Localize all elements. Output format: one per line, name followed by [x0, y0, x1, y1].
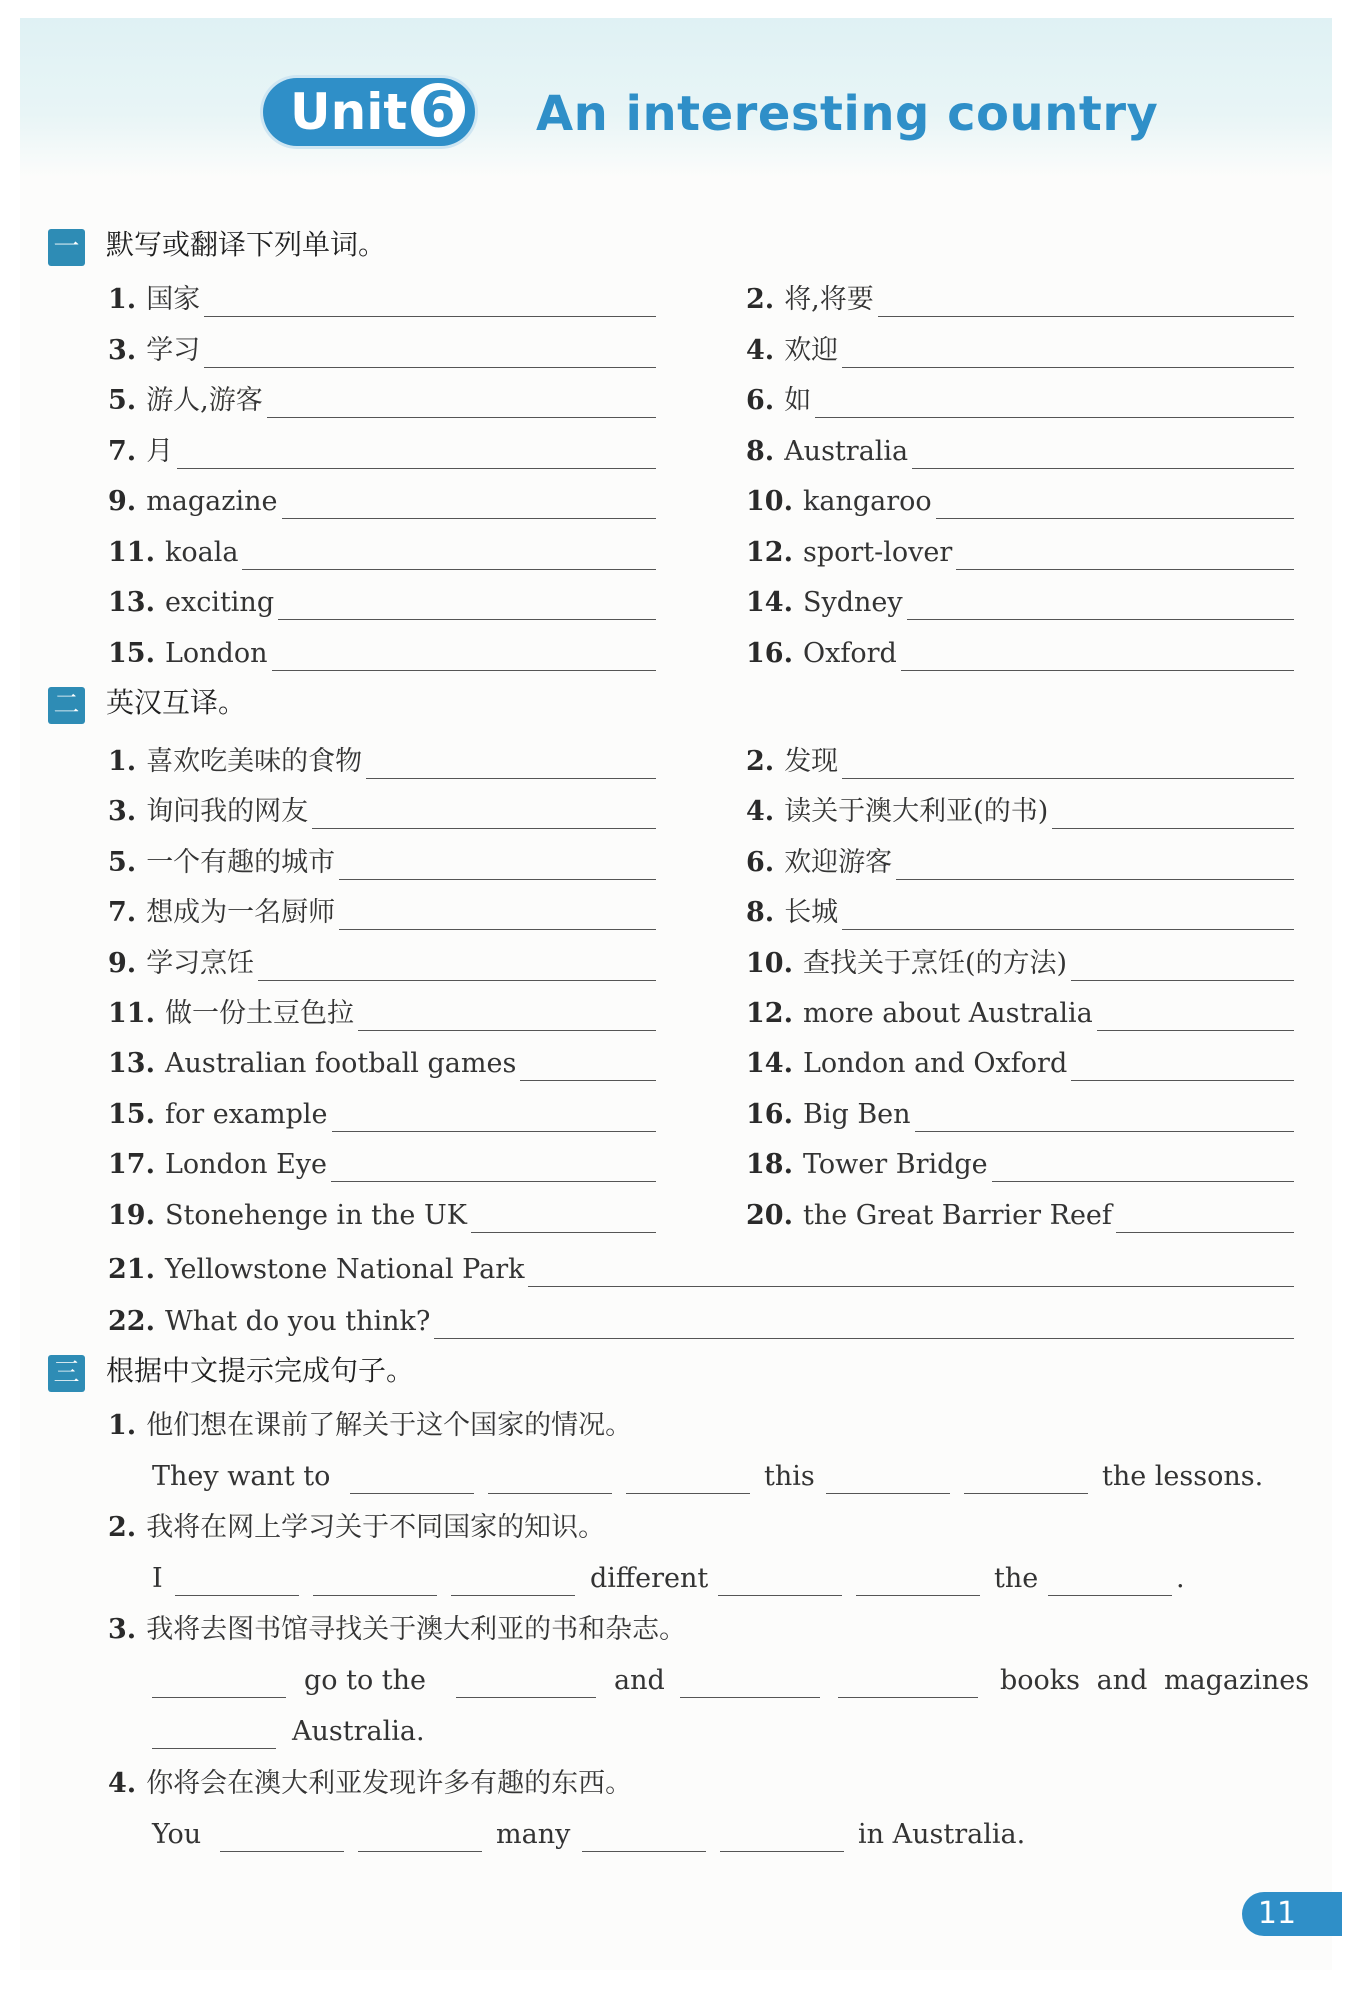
answer-blank[interactable]	[488, 1493, 612, 1494]
list-item	[746, 1147, 988, 1183]
list-item	[746, 434, 908, 470]
item-text: Oxford	[802, 637, 897, 669]
list-item	[108, 1046, 516, 1082]
answer-blank[interactable]	[312, 828, 656, 829]
item-number: 16.	[746, 1098, 793, 1130]
item-number: 18.	[746, 1149, 793, 1181]
answer-blank[interactable]	[992, 1181, 1294, 1182]
answer-blank[interactable]	[842, 367, 1294, 368]
answer-blank[interactable]	[331, 1181, 656, 1182]
section-2-title: 英汉互译。	[106, 686, 247, 719]
answer-blank[interactable]	[582, 1851, 706, 1852]
sentence-1-text-a: They want to	[152, 1461, 331, 1492]
list-item	[108, 1304, 430, 1340]
item-number: 13.	[108, 1048, 155, 1080]
list-item	[746, 1046, 1067, 1082]
answer-blank[interactable]	[901, 670, 1294, 671]
section-2-marker: 二	[48, 687, 85, 724]
item-number: 2.	[746, 284, 775, 315]
answer-blank[interactable]	[220, 1851, 344, 1852]
item-text: Australia	[784, 435, 909, 467]
answer-blank[interactable]	[626, 1493, 750, 1494]
item-text: for example	[164, 1098, 328, 1130]
answer-blank[interactable]	[907, 619, 1294, 620]
item-text: 查找关于烹饪(的方法)	[802, 947, 1068, 979]
list-item	[746, 585, 903, 621]
sentence-3-prompt: 3. 我将去图书馆寻找关于澳大利亚的书和杂志。	[108, 1614, 687, 1645]
list-item	[746, 484, 932, 520]
list-item	[108, 946, 254, 982]
answer-blank[interactable]	[242, 569, 656, 570]
item-number: 9.	[108, 486, 137, 517]
item-number: 7.	[108, 897, 137, 929]
answer-blank[interactable]	[204, 367, 656, 368]
list-item	[746, 1097, 911, 1133]
item-number: 10.	[746, 947, 793, 979]
item-text: sport-lover	[802, 536, 953, 568]
item-number: 19.	[108, 1199, 155, 1231]
list-item	[746, 895, 838, 931]
answer-blank[interactable]	[358, 1030, 656, 1031]
answer-blank[interactable]	[842, 929, 1294, 930]
list-item	[108, 585, 274, 621]
section-3-title: 根据中文提示完成句子。	[106, 1354, 415, 1387]
answer-blank[interactable]	[313, 1595, 437, 1596]
item-number: 17.	[108, 1149, 155, 1181]
answer-blank[interactable]	[915, 1131, 1294, 1132]
answer-blank[interactable]	[278, 619, 656, 620]
list-item	[746, 946, 1067, 982]
answer-blank[interactable]	[175, 1595, 299, 1596]
sentence-3-text-a: go to the	[304, 1665, 427, 1696]
list-item	[108, 383, 263, 419]
answer-blank[interactable]	[520, 1080, 656, 1081]
answer-blank[interactable]	[332, 1131, 656, 1132]
list-item	[746, 333, 838, 369]
item-number: 6.	[746, 385, 775, 416]
item-number: 8.	[746, 897, 775, 929]
list-item	[108, 1097, 328, 1133]
unit-label: Unit	[290, 83, 408, 141]
answer-blank[interactable]	[339, 879, 656, 880]
answer-blank[interactable]	[1071, 1080, 1294, 1081]
sentence-4-text-b: many	[496, 1819, 571, 1850]
item-number: 12.	[746, 998, 793, 1029]
answer-blank[interactable]	[1048, 1595, 1172, 1596]
sentence-2-text-c: the	[994, 1563, 1039, 1594]
list-item	[746, 845, 892, 881]
item-text: kangaroo	[802, 486, 932, 517]
list-item	[746, 1198, 1112, 1234]
answer-blank[interactable]	[856, 1595, 980, 1596]
item-text: more about Australia	[802, 998, 1093, 1029]
item-text: 学习	[146, 334, 201, 366]
list-item	[108, 744, 362, 780]
list-item	[746, 636, 897, 672]
list-item	[108, 333, 200, 369]
sentence-4-prompt: 4. 你将会在澳大利亚发现许多有趣的东西。	[108, 1768, 633, 1799]
item-text: Sydney	[802, 587, 903, 618]
sentence-2-text-a: I	[152, 1563, 163, 1594]
list-item	[108, 996, 354, 1032]
answer-blank[interactable]	[152, 1697, 286, 1698]
item-text: 欢迎	[784, 334, 839, 366]
item-text: the Great Barrier Reef	[802, 1199, 1112, 1231]
item-text: koala	[164, 536, 239, 568]
sentence-4-text-a: You	[152, 1819, 202, 1850]
item-text: 如	[784, 385, 812, 416]
sentence-3-text-b: and	[614, 1665, 665, 1696]
answer-blank[interactable]	[912, 468, 1294, 469]
list-item	[108, 484, 278, 520]
sentence-3-text-c: books and magazines	[1000, 1665, 1310, 1696]
answer-blank[interactable]	[272, 670, 657, 671]
item-number: 1.	[108, 284, 137, 315]
item-text: 想成为一名厨师	[146, 897, 336, 929]
unit-number: 6	[420, 81, 456, 139]
item-text: 学习烹饪	[146, 947, 255, 979]
item-text: 长城	[784, 897, 839, 929]
answer-blank[interactable]	[152, 1748, 276, 1749]
item-text: What do you think?	[164, 1306, 431, 1337]
section-3-marker: 三	[48, 1355, 85, 1392]
list-item	[108, 636, 268, 672]
item-text: 读关于澳大利亚(的书)	[784, 796, 1049, 828]
item-number: 16.	[746, 637, 793, 669]
item-number: 14.	[746, 587, 793, 618]
list-item	[108, 434, 173, 470]
item-number: 2.	[746, 746, 775, 777]
item-number: 7.	[108, 435, 137, 467]
list-item	[108, 1147, 327, 1183]
answer-blank[interactable]	[528, 1286, 1294, 1287]
item-number: 11.	[108, 536, 155, 568]
list-item	[746, 996, 1093, 1032]
item-number: 21.	[108, 1254, 155, 1285]
item-number: 3.	[108, 334, 137, 366]
answer-blank[interactable]	[1097, 1030, 1294, 1031]
answer-blank[interactable]	[267, 417, 656, 418]
answer-blank[interactable]	[366, 778, 656, 779]
list-item	[746, 794, 1048, 830]
item-text: 喜欢吃美味的食物	[146, 746, 363, 777]
sentence-2-text-b: different	[590, 1563, 709, 1594]
answer-blank[interactable]	[1116, 1232, 1294, 1233]
answer-blank[interactable]	[956, 569, 1294, 570]
item-text: 一个有趣的城市	[146, 846, 336, 878]
item-text: 欢迎游客	[784, 846, 893, 878]
list-item	[108, 535, 238, 571]
list-item	[746, 282, 874, 318]
sentence-1-text-b: this	[764, 1461, 815, 1492]
item-number: 11.	[108, 998, 155, 1029]
section-1-title: 默写或翻译下列单词。	[106, 228, 387, 261]
item-number: 12.	[746, 536, 793, 568]
answer-blank[interactable]	[936, 518, 1294, 519]
answer-blank[interactable]	[826, 1493, 950, 1494]
item-text: 发现	[784, 746, 839, 777]
item-number: 4.	[746, 796, 775, 828]
item-text: exciting	[164, 587, 275, 618]
answer-blank[interactable]	[258, 980, 656, 981]
item-text: 月	[146, 435, 174, 467]
item-number: 15.	[108, 1098, 155, 1130]
sentence-1-text-c: the lessons.	[1102, 1461, 1264, 1492]
item-text: Stonehenge in the UK	[164, 1199, 467, 1231]
answer-blank[interactable]	[720, 1851, 844, 1852]
item-number: 6.	[746, 846, 775, 878]
answer-blank[interactable]	[451, 1595, 575, 1596]
list-item	[108, 282, 200, 318]
item-number: 3.	[108, 796, 137, 828]
item-number: 1.	[108, 746, 137, 777]
list-item	[746, 383, 811, 419]
answer-blank[interactable]	[842, 778, 1294, 779]
unit-title: An interesting country	[536, 86, 1159, 142]
item-number: 14.	[746, 1048, 793, 1080]
list-item	[746, 535, 952, 571]
answer-blank[interactable]	[282, 518, 657, 519]
item-number: 10.	[746, 486, 793, 517]
section-1-marker: 一	[48, 229, 85, 266]
list-item	[108, 1198, 467, 1234]
answer-blank[interactable]	[1052, 828, 1294, 829]
item-number: 8.	[746, 435, 775, 467]
item-text: London	[164, 637, 268, 669]
list-item	[746, 744, 838, 780]
answer-blank[interactable]	[964, 1493, 1088, 1494]
answer-blank[interactable]	[339, 929, 656, 930]
item-text: 游人,游客	[146, 385, 263, 416]
item-text: London Eye	[164, 1149, 328, 1181]
item-text: Australian football games	[164, 1048, 517, 1080]
item-text: Yellowstone National Park	[164, 1254, 525, 1285]
answer-blank[interactable]	[878, 316, 1294, 317]
list-item	[108, 794, 308, 830]
sentence-1-prompt: 1. 他们想在课前了解关于这个国家的情况。	[108, 1410, 633, 1441]
sentence-3-text-d: Australia.	[292, 1716, 425, 1747]
item-text: 将,将要	[784, 284, 874, 315]
answer-blank[interactable]	[815, 417, 1294, 418]
answer-blank[interactable]	[177, 468, 656, 469]
item-text: magazine	[146, 486, 278, 517]
answer-blank[interactable]	[350, 1493, 474, 1494]
item-text: London and Oxford	[802, 1048, 1068, 1080]
answer-blank[interactable]	[1071, 980, 1294, 981]
item-number: 9.	[108, 947, 137, 979]
answer-blank[interactable]	[718, 1595, 842, 1596]
sentence-2-prompt: 2. 我将在网上学习关于不同国家的知识。	[108, 1512, 606, 1543]
sentence-2-text-d: .	[1176, 1563, 1185, 1594]
item-text: 做一份土豆色拉	[164, 998, 354, 1029]
answer-blank[interactable]	[358, 1851, 482, 1852]
item-number: 4.	[746, 334, 775, 366]
list-item	[108, 895, 335, 931]
answer-blank[interactable]	[471, 1232, 656, 1233]
page-number: 11	[1257, 1896, 1297, 1931]
answer-blank[interactable]	[896, 879, 1294, 880]
item-number: 5.	[108, 385, 137, 416]
item-number: 13.	[108, 587, 155, 618]
sentence-4-text-c: in Australia.	[858, 1819, 1026, 1850]
list-item	[108, 845, 335, 881]
answer-blank[interactable]	[434, 1338, 1294, 1339]
answer-blank[interactable]	[680, 1697, 820, 1698]
item-number: 20.	[746, 1199, 793, 1231]
answer-blank[interactable]	[204, 316, 656, 317]
item-number: 15.	[108, 637, 155, 669]
answer-blank[interactable]	[456, 1697, 596, 1698]
list-item	[108, 1252, 524, 1288]
item-text: Tower Bridge	[802, 1149, 988, 1181]
item-number: 5.	[108, 846, 137, 878]
item-number: 22.	[108, 1306, 155, 1337]
item-text: 国家	[146, 284, 201, 315]
item-text: 询问我的网友	[146, 796, 309, 828]
answer-blank[interactable]	[838, 1697, 978, 1698]
item-text: Big Ben	[802, 1098, 911, 1130]
